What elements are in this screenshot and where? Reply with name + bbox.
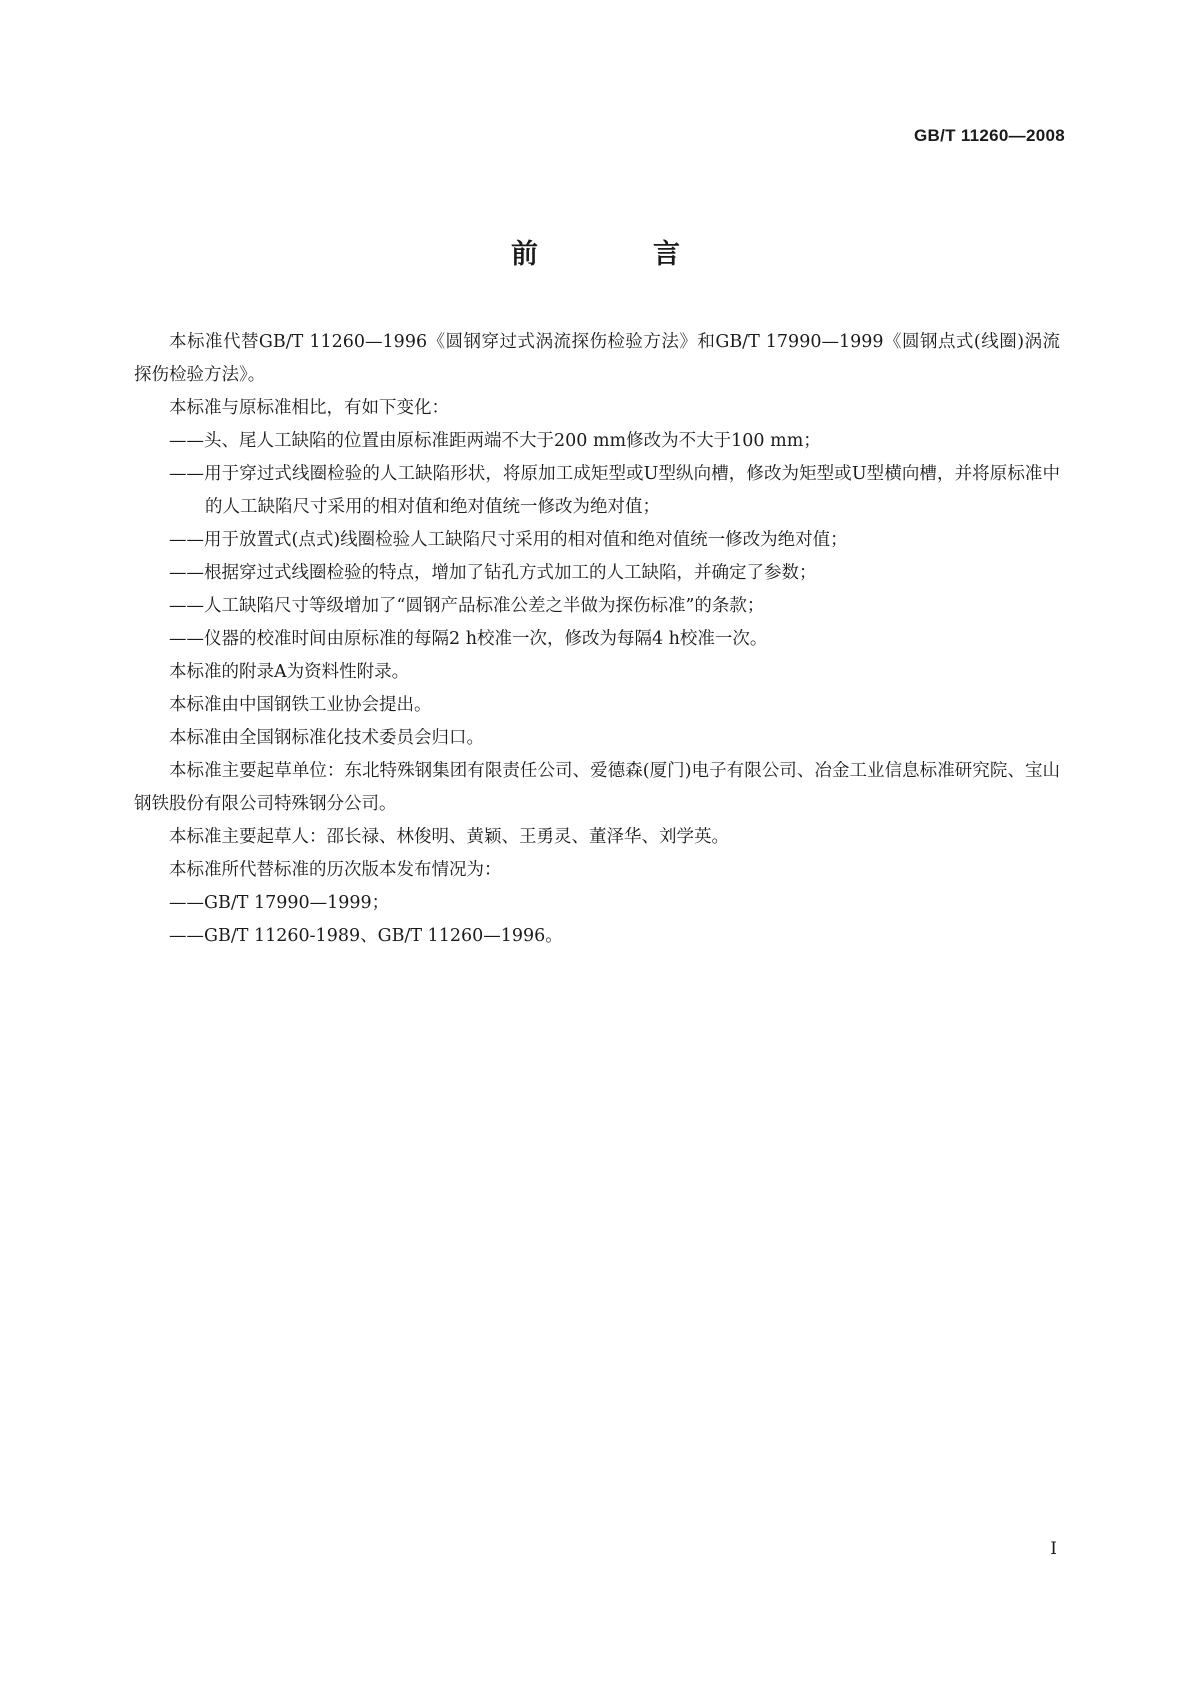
paragraph-drafters: 本标准主要起草人：邵长禄、林俊明、黄颖、王勇灵、董泽华、刘学英。 (169, 827, 729, 847)
paragraph-replaces: 本标准代替GB/T 11260—1996《圆钢穿过式涡流探伤检验方法》和GB/T 17990—1999《圆钢点式(线圈)涡流探伤检验方法》。 (134, 332, 1060, 385)
change-item-point-coil-values: ——用于放置式(点式)线圈检验人工缺陷尺寸采用的相对值和绝对值统一修改为绝对值； (169, 530, 848, 550)
edition-item-17990: ——GB/T 17990—1999； (169, 893, 390, 913)
paragraph-annex: 本标准的附录A为资料性附录。 (169, 662, 410, 682)
page-number: I (1050, 1539, 1057, 1559)
change-item-calibration: ——仪器的校准时间由原标准的每隔2 h校准一次，修改为每隔4 h校准一次。 (169, 629, 768, 649)
paragraph-previous-editions: 本标准所代替标准的历次版本发布情况为： (169, 860, 502, 880)
change-item-defect-position: ——头、尾人工缺陷的位置由原标准距两端不大于200 mm修改为不大于100 mm； (169, 431, 821, 451)
paragraph-drafting-units: 本标准主要起草单位：东北特殊钢集团有限责任公司、爱德森(厦门)电子有限公司、冶金工业信息标准研究院、宝山钢铁股份有限公司特殊钢分公司。 (134, 761, 1060, 814)
page-title: 前 言 (511, 239, 724, 270)
change-item-size-grade: ——人工缺陷尺寸等级增加了“圆钢产品标准公差之半做为探伤标准”的条款； (169, 596, 765, 616)
paragraph-changes-intro: 本标准与原标准相比，有如下变化： (169, 398, 449, 418)
foreword-body (134, 326, 1060, 953)
paragraph-proposed-by: 本标准由中国钢铁工业协会提出。 (169, 695, 432, 715)
change-item-defect-shape: ——用于穿过式线圈检验的人工缺陷形状，将原加工成矩型或U型纵向槽，修改为矩型或U型横向槽，并将原标准中的人工缺陷尺寸采用的相对值和绝对值统一修改为绝对值； (169, 464, 1060, 517)
standard-code: GB/T 11260—2008 (914, 126, 1065, 145)
edition-item-11260: ——GB/T 11260-1989、GB/T 11260—1996。 (169, 926, 563, 946)
change-item-drilled-holes: ——根据穿过式线圈检验的特点，增加了钻孔方式加工的人工缺陷，并确定了参数； (169, 563, 817, 583)
paragraph-under-jurisdiction: 本标准由全国钢标准化技术委员会归口。 (169, 728, 484, 748)
